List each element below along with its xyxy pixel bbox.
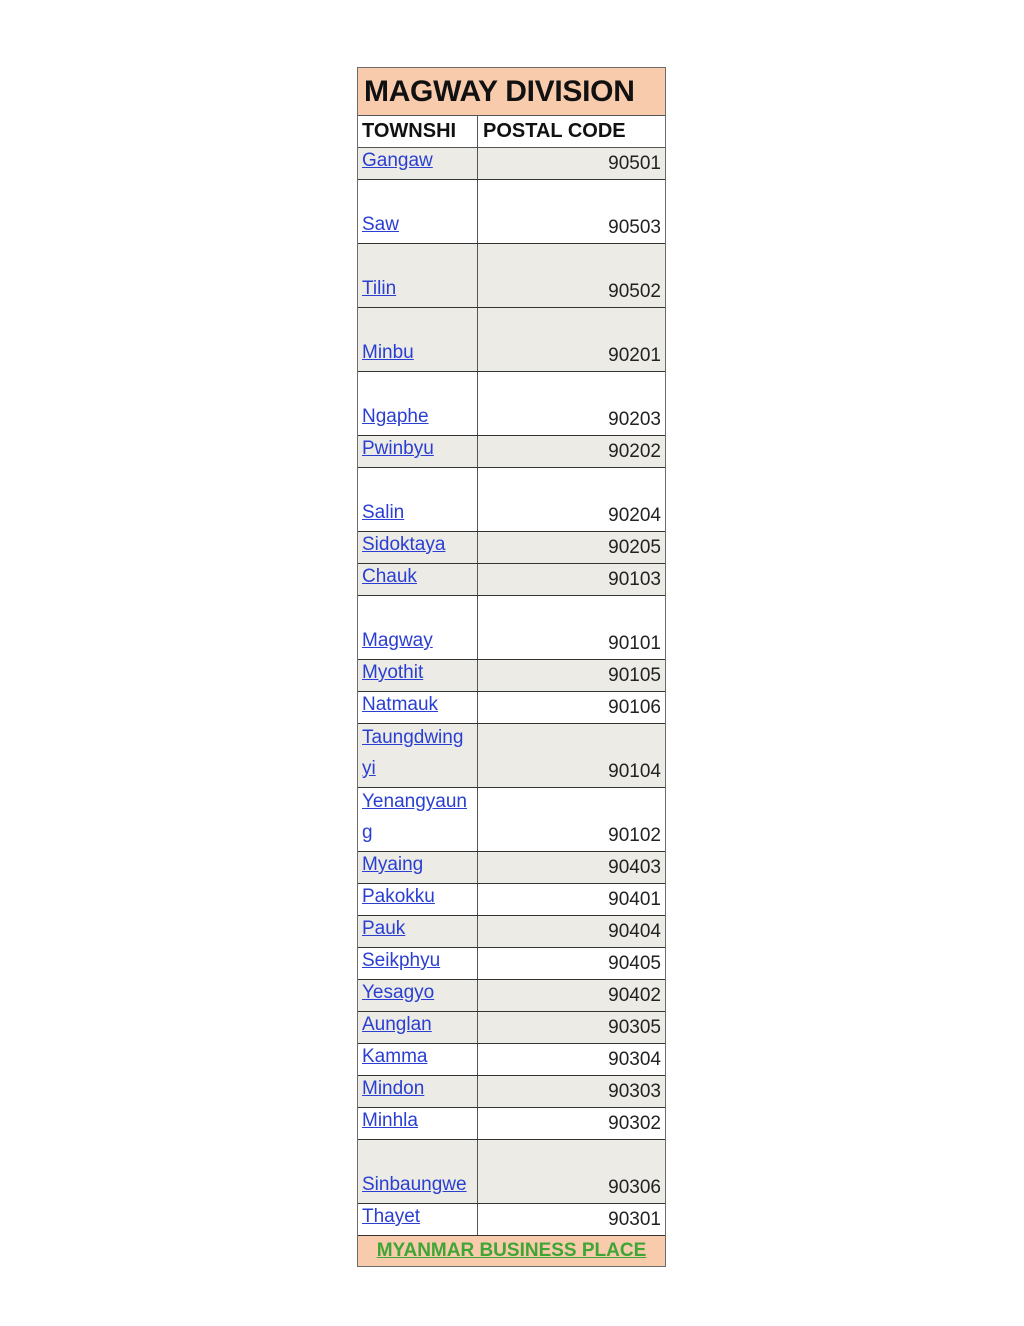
township-cell — [358, 1012, 478, 1043]
township-cell — [358, 788, 478, 851]
table-row — [358, 468, 665, 532]
postal-code-table — [357, 67, 666, 1267]
township-link[interactable]: Seikphyu — [362, 950, 441, 971]
postal-code-cell: 90304 — [608, 1049, 661, 1070]
table-row — [358, 564, 665, 596]
table-row — [358, 148, 665, 180]
postal-code-cell: 90104 — [608, 761, 661, 782]
township-link[interactable]: Thayet — [362, 1206, 421, 1227]
postal-code-cell: 90305 — [608, 1017, 661, 1038]
township-link[interactable]: Aunglan — [362, 1014, 432, 1035]
township-cell — [358, 308, 478, 371]
postal-code-cell: 90501 — [608, 153, 661, 174]
postal-code-cell: 90302 — [608, 1113, 661, 1134]
postal-code-cell: 90201 — [608, 345, 661, 366]
township-cell — [358, 916, 478, 947]
township-cell — [358, 692, 478, 723]
table-row — [358, 916, 665, 948]
footer-link[interactable]: MYANMAR BUSINESS PLACE — [376, 1240, 647, 1261]
column-header-postal-code: POSTAL CODE — [483, 120, 626, 142]
postal-code-cell: 90303 — [608, 1081, 661, 1102]
postal-code-cell: 90204 — [608, 505, 661, 526]
township-cell — [358, 532, 478, 563]
township-link[interactable]: Mindon — [362, 1078, 425, 1099]
township-cell — [358, 980, 478, 1011]
postal-code-cell: 90101 — [608, 633, 661, 654]
township-link[interactable]: Myothit — [362, 662, 424, 683]
table-row — [358, 852, 665, 884]
township-link[interactable]: Taungdwingyi — [362, 727, 464, 779]
postal-code-cell: 90405 — [608, 953, 661, 974]
postal-code-cell: 90106 — [608, 697, 661, 718]
postal-code-cell: 90401 — [608, 889, 661, 910]
table-body — [358, 148, 665, 1236]
postal-code-cell: 90102 — [608, 825, 661, 846]
table-row — [358, 372, 665, 436]
table-row — [358, 1076, 665, 1108]
table-row — [358, 660, 665, 692]
township-link[interactable]: Minbu — [362, 342, 414, 363]
postal-code-cell: 90403 — [608, 857, 661, 878]
township-cell — [358, 436, 478, 467]
table-row — [358, 1012, 665, 1044]
township-cell — [358, 244, 478, 307]
postal-code-cell: 90105 — [608, 665, 661, 686]
township-link[interactable]: Pwinbyu — [362, 438, 434, 459]
table-row — [358, 1204, 665, 1236]
postal-code-cell: 90301 — [608, 1209, 661, 1230]
township-cell — [358, 564, 478, 595]
township-link[interactable]: Chauk — [362, 566, 417, 587]
postal-code-cell: 90402 — [608, 985, 661, 1006]
table-row — [358, 596, 665, 660]
table-row — [358, 1140, 665, 1204]
township-cell — [358, 372, 478, 435]
township-cell — [358, 180, 478, 243]
township-cell — [358, 148, 478, 179]
township-cell — [358, 468, 478, 531]
township-link[interactable]: Natmauk — [362, 694, 439, 715]
township-cell — [358, 660, 478, 691]
postal-code-cell: 90205 — [608, 537, 661, 558]
township-link[interactable]: Salin — [362, 502, 405, 523]
township-cell — [358, 1044, 478, 1075]
table-title: MAGWAY DIVISION — [358, 68, 665, 116]
postal-code-cell: 90306 — [608, 1177, 661, 1198]
township-cell — [358, 884, 478, 915]
township-cell — [358, 1076, 478, 1107]
township-link[interactable]: Saw — [362, 214, 399, 235]
table-row — [358, 1044, 665, 1076]
table-row — [358, 308, 665, 372]
table-row — [358, 948, 665, 980]
township-cell — [358, 724, 478, 787]
township-link[interactable]: Ngaphe — [362, 406, 429, 427]
township-link[interactable]: Gangaw — [362, 150, 433, 171]
township-link[interactable]: Magway — [362, 630, 433, 651]
township-link[interactable]: Kamma — [362, 1046, 428, 1067]
postal-code-cell: 90404 — [608, 921, 661, 942]
postal-code-cell: 90103 — [608, 569, 661, 590]
township-cell — [358, 1108, 478, 1139]
township-link[interactable]: Yenangyaung — [362, 791, 467, 843]
township-link[interactable]: Myaing — [362, 854, 424, 875]
township-link[interactable]: Yesagyo — [362, 982, 435, 1003]
column-header-township: TOWNSHI — [358, 116, 478, 147]
township-link[interactable]: Tilin — [362, 278, 397, 299]
table-row — [358, 532, 665, 564]
township-link[interactable]: Pakokku — [362, 886, 435, 907]
column-header-row — [358, 116, 665, 148]
table-row — [358, 1108, 665, 1140]
table-row — [358, 436, 665, 468]
table-row — [358, 884, 665, 916]
township-link[interactable]: Pauk — [362, 918, 406, 939]
township-cell — [358, 852, 478, 883]
township-cell — [358, 1140, 478, 1203]
postal-code-cell: 90203 — [608, 409, 661, 430]
township-cell — [358, 596, 478, 659]
postal-code-cell: 90202 — [608, 441, 661, 462]
table-row — [358, 244, 665, 308]
township-link[interactable]: Minhla — [362, 1110, 418, 1131]
township-link[interactable]: Sinbaungwe — [362, 1174, 467, 1195]
township-cell — [358, 1204, 478, 1235]
postal-code-cell: 90503 — [608, 217, 661, 238]
table-row — [358, 980, 665, 1012]
footer-banner — [358, 1236, 665, 1266]
table-row — [358, 180, 665, 244]
township-link[interactable]: Sidoktaya — [362, 534, 446, 555]
table-row — [358, 724, 665, 788]
table-row — [358, 692, 665, 724]
township-cell — [358, 948, 478, 979]
postal-code-cell: 90502 — [608, 281, 661, 302]
table-row — [358, 788, 665, 852]
